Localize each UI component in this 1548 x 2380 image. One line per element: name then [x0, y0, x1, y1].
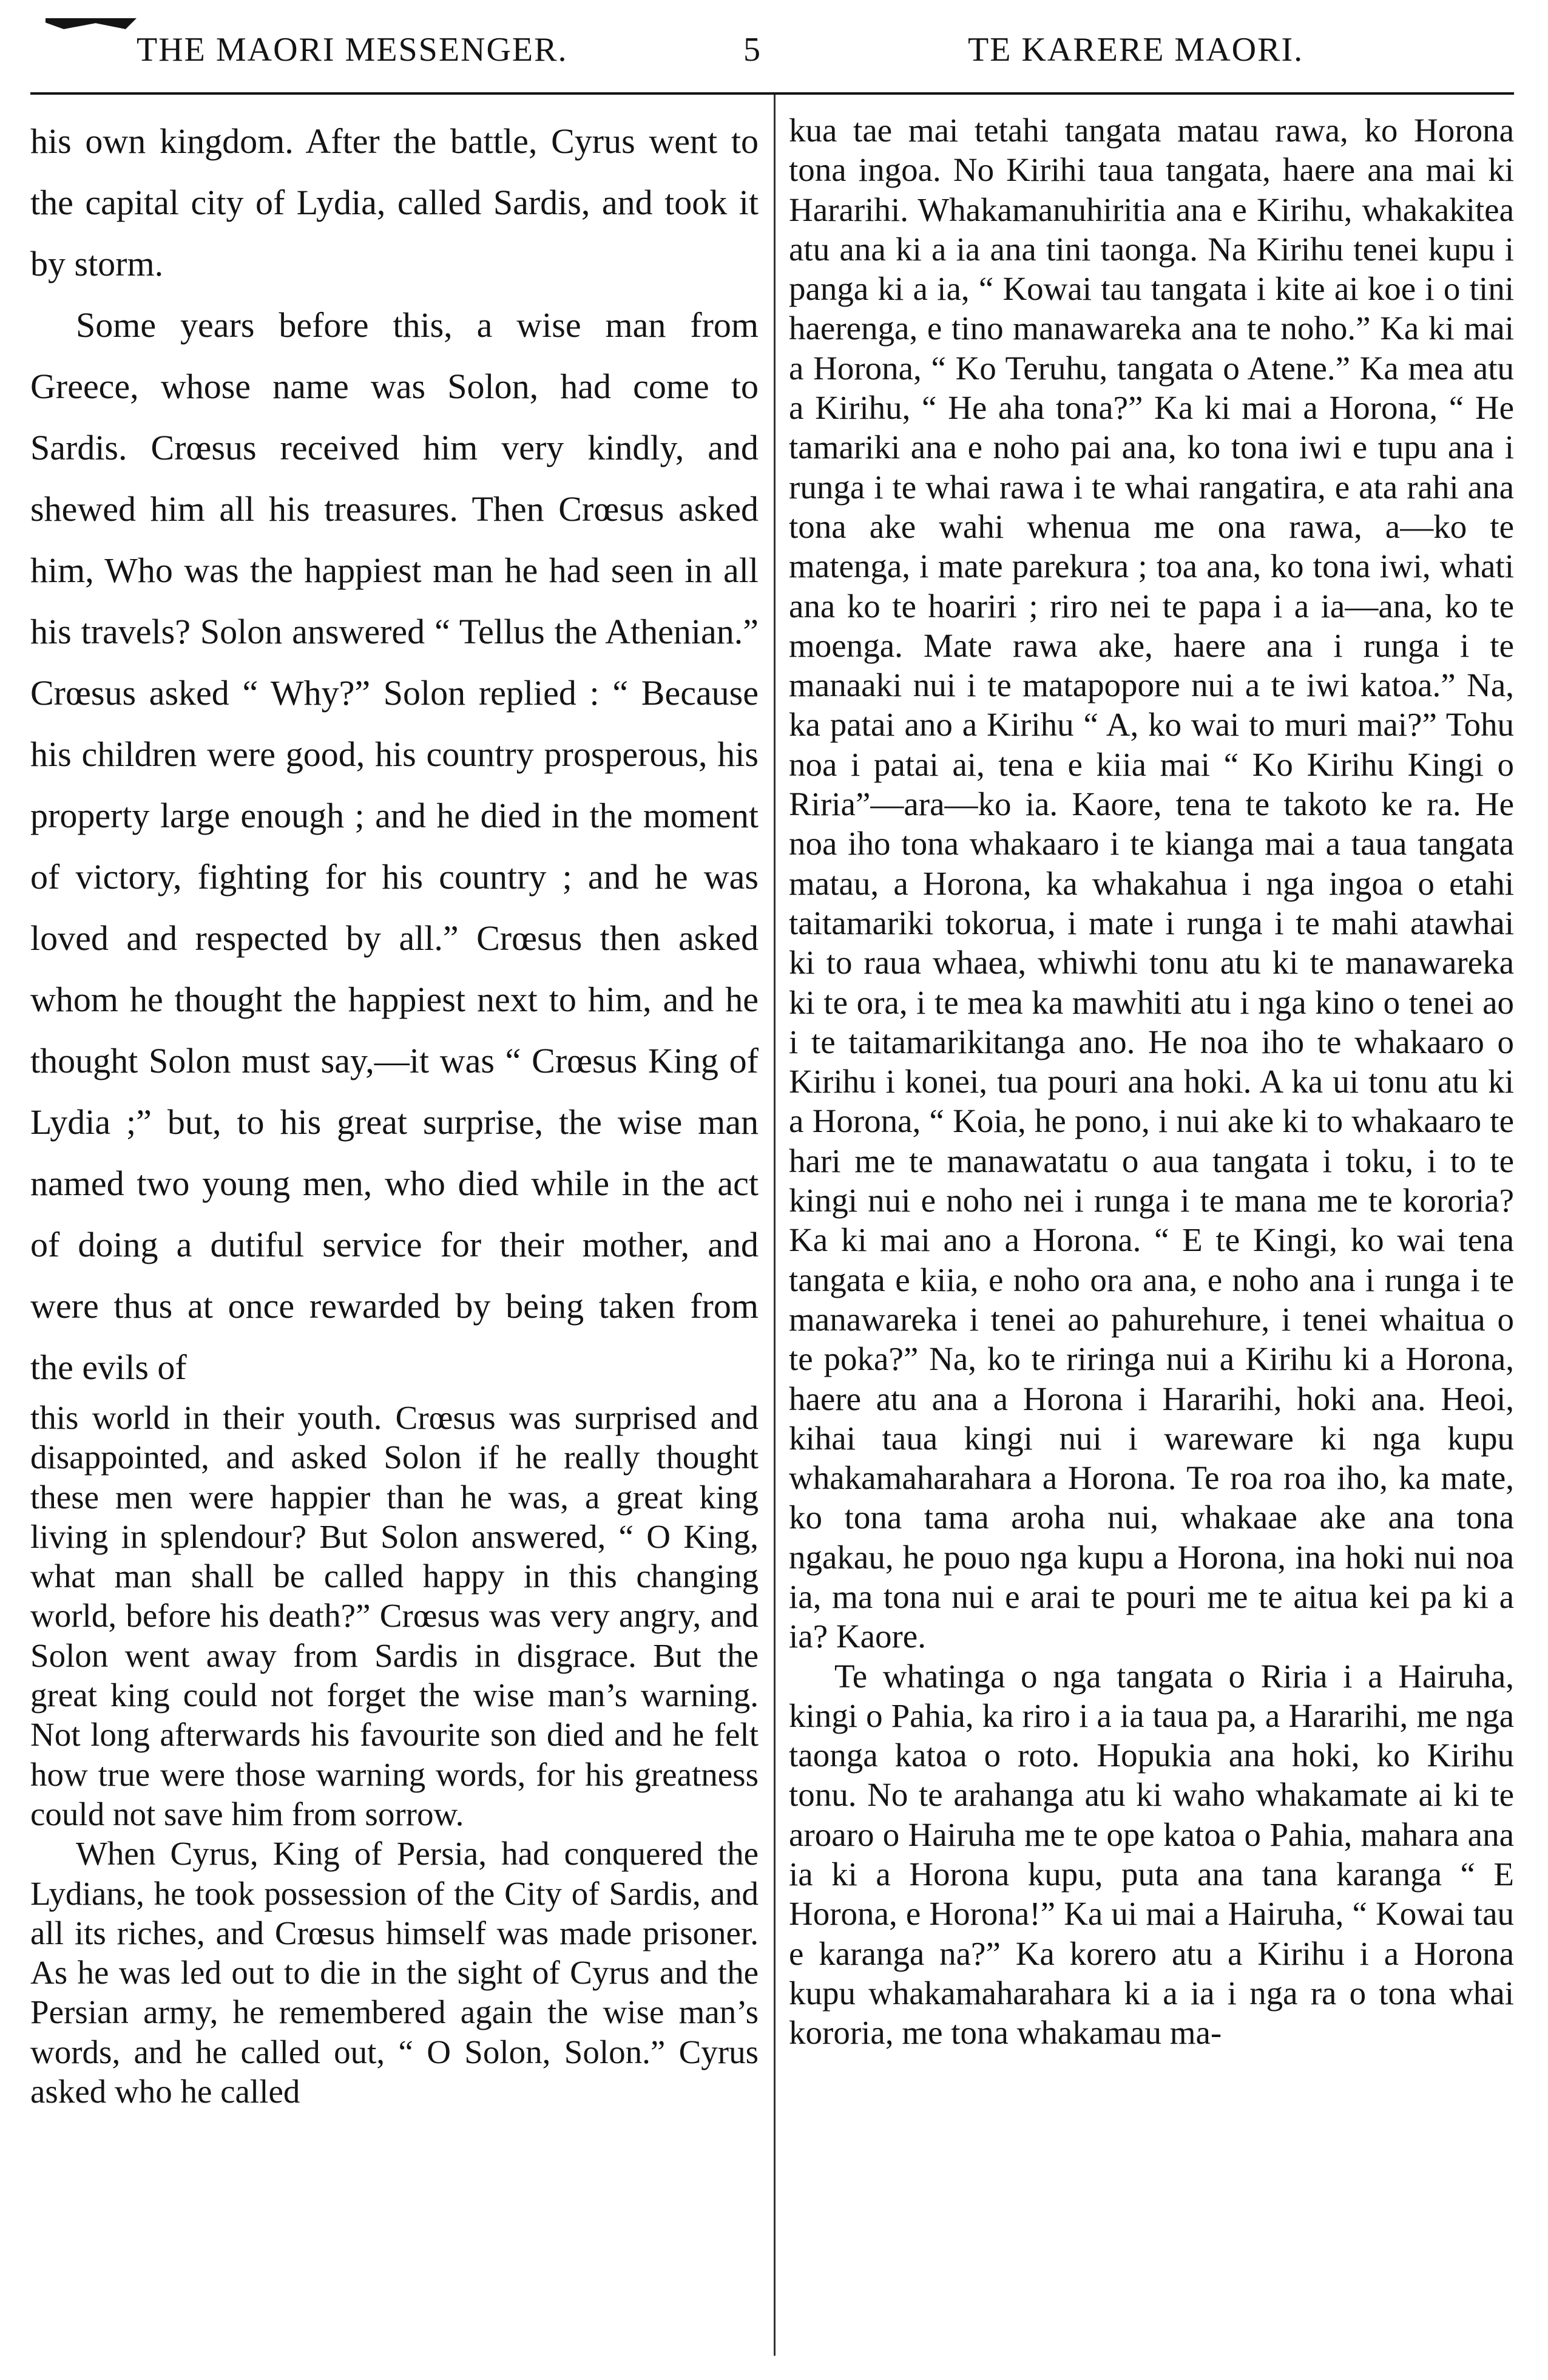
column-divider: [774, 95, 776, 2356]
maori-paragraph: kua tae mai tetahi tangata matau rawa, ko Horona tona ingoa. No Kirihi taua tangata, haere ana mai ki Hararihi. Whakamanuhiritia ana e Kirihu, whakakitea atu ana ki a ia ana tini taonga. Na Kirihu tenei kupu i panga ki a ia, “ Kowai tau tangata i kite ai koe i o tini haerenga, e tino manawareka ana te noho.” Ka ki mai a Horona, “ Ko Teruhu, tangata o Atene.” Ka mea atu a Kirihu, “ He aha tona?” Ka ki mai a Horona, “ He tamariki ana e noho pai ana, ko tona iwi e tupu ana i runga i te whai rawa i te whai rangatira, e ata rahi ana tona ake wahi whenua me ona rawa, a—ko te matenga, i mate parekura ; toa ana, ko tona iwi, whati ana ko te hoariri ; riro nei te papa i a ia—ana, ko te moenga. Mate rawa ake, haere ana i runga i te manaaki nui i te matapopore nui a te iwi katoa.” Na, ka patai ano a Kirihu “ A, ko wai to muri mai?” Tohu noa i patai ai, tena e kiia mai “ Ko Kirihu Kingi o Riria”—ara—ko ia. Kaore, tena te takoto ke ra. He noa iho tona whakaaro i te kianga mai a taua tangata matau, a Horona, ka whakahua i nga ingoa o etahi taitamariki tokorua, i mate i runga i te mahi atawhai ki to raua whaea, whiwhi tonu atu ki te manawareka ki te ora, i te mea ka mawhiti atu i nga kino o tenei ao i te taitamarikitanga ano. He noa iho te whakaaro o Kirihu i konei, tua pouri ana hoki. A ka ui tonu atu ki a Horona, “ Koia, he pono, i nui ake ki to whakaaro te hari me te manawatatu o aua tangata i toku, i to te kingi nui e noho nei i runga i te mana me te kororia? Ka ki mai ano a Horona. “ E te Kingi, ko wai tena tangata e kiia, e noho ora ana, e noho ana i runga i te manawareka i tenei ao pahurehure, i tenei whaitua o te poka?” Na, ko te riringa nui a Kirihu ki a Horona, haere atu ana a Horona i Hararihi, hoki ana. Heoi, kihai taua kingi nui i wareware ki nga kupu whakamaharahara a Horona. Te roa roa iho, ka mate, ko tona tama aroha nui, whakaae ake ana tona ngakau, he pouo nga kupu a Horona, ina hoki nui noa ia, ma tona nui e arai te pouri me te aitua kei pa ki a ia? Kaore.: [789, 112, 1514, 1655]
page-number: 5: [743, 31, 762, 69]
english-masthead: THE MAORI MESSENGER.: [137, 31, 568, 69]
english-paragraph: Some years before this, a wise man from Greece, whose name was Solon, had come to Sardis. Crœsus received him very kindly, and shewed him all his treasures. Then Crœsus asked him, Who was the happiest man he had seen in all his travels? Solon answered “ Tellus the Athenian.” Crœsus asked “ Why?” Solon replied : “ Because his children were good, his country prosperous, his property large enough ; and he died in the moment of victory, fighting for his country ; and he was loved and respected by all.” Crœsus then asked whom he thought the happiest next to him, and he thought Solon must say,—it was “ Crœsus King of Lydia ;” but, to his great surprise, the wise man named two young men, who died while in the act of doing a dutiful service for their mother, and were thus at once rewarded by being taken from the evils of: [30, 305, 759, 1387]
english-paragraph: When Cyrus, King of Persia, had conquered the Lydians, he took possession of the City of Sardis, and all its riches, and Crœsus himself was made prisoner. As he was led out to die in the sight of Cyrus and the Persian army, he remembered again the wise man’s words, and he called out, “ O Solon, Solon.” Cyrus asked who he called: [30, 1835, 759, 2110]
maori-masthead: TE KARERE MAORI.: [968, 31, 1304, 69]
printer-ornament: [46, 18, 137, 29]
english-column: [30, 110, 759, 2368]
maori-paragraph: Te whatinga o nga tangata o Riria i a Hairuha, kingi o Pahia, ka riro i a ia taua pa, a Hararihi, me nga taonga katoa o roto. Hopukia ana hoki, ko Kirihu tonu. No te arahanga atu ki waho whakamate ai ki te aroaro o Hairuha me te ope katoa o Pahia, mahara ana ia ki a Horona kupu, puta ana tana karanga “ E Horona, e Horona!” Ka ui mai a Hairuha, “ Kowai tau e karanga na?” Ka korero atu a Kirihu i a Horona kupu whakamaharahara ki a ia i nga ra o tona whai kororia, me tona whakamau ma-: [789, 1657, 1514, 2052]
header-rule: [30, 92, 1514, 95]
english-paragraph: his own kingdom. After the battle, Cyrus went to the capital city of Lydia, called Sardis, and took it by storm.: [30, 121, 759, 283]
running-header: [0, 30, 1548, 85]
english-paragraph: this world in their youth. Crœsus was surprised and disappointed, and asked Solon if he really thought these men were happier than he was, a great king living in splendour? But Solon answered, “ O King, what man shall be called happy in this changing world, before his death?” Crœsus was very angry, and Solon went away from Sardis in disgrace. But the great king could not forget the wise man’s warning. Not long afterwards his favourite son died and he felt how true were those warning words, for his greatness could not save him from sorrow.: [30, 1399, 759, 1832]
maori-column: [789, 110, 1514, 2368]
